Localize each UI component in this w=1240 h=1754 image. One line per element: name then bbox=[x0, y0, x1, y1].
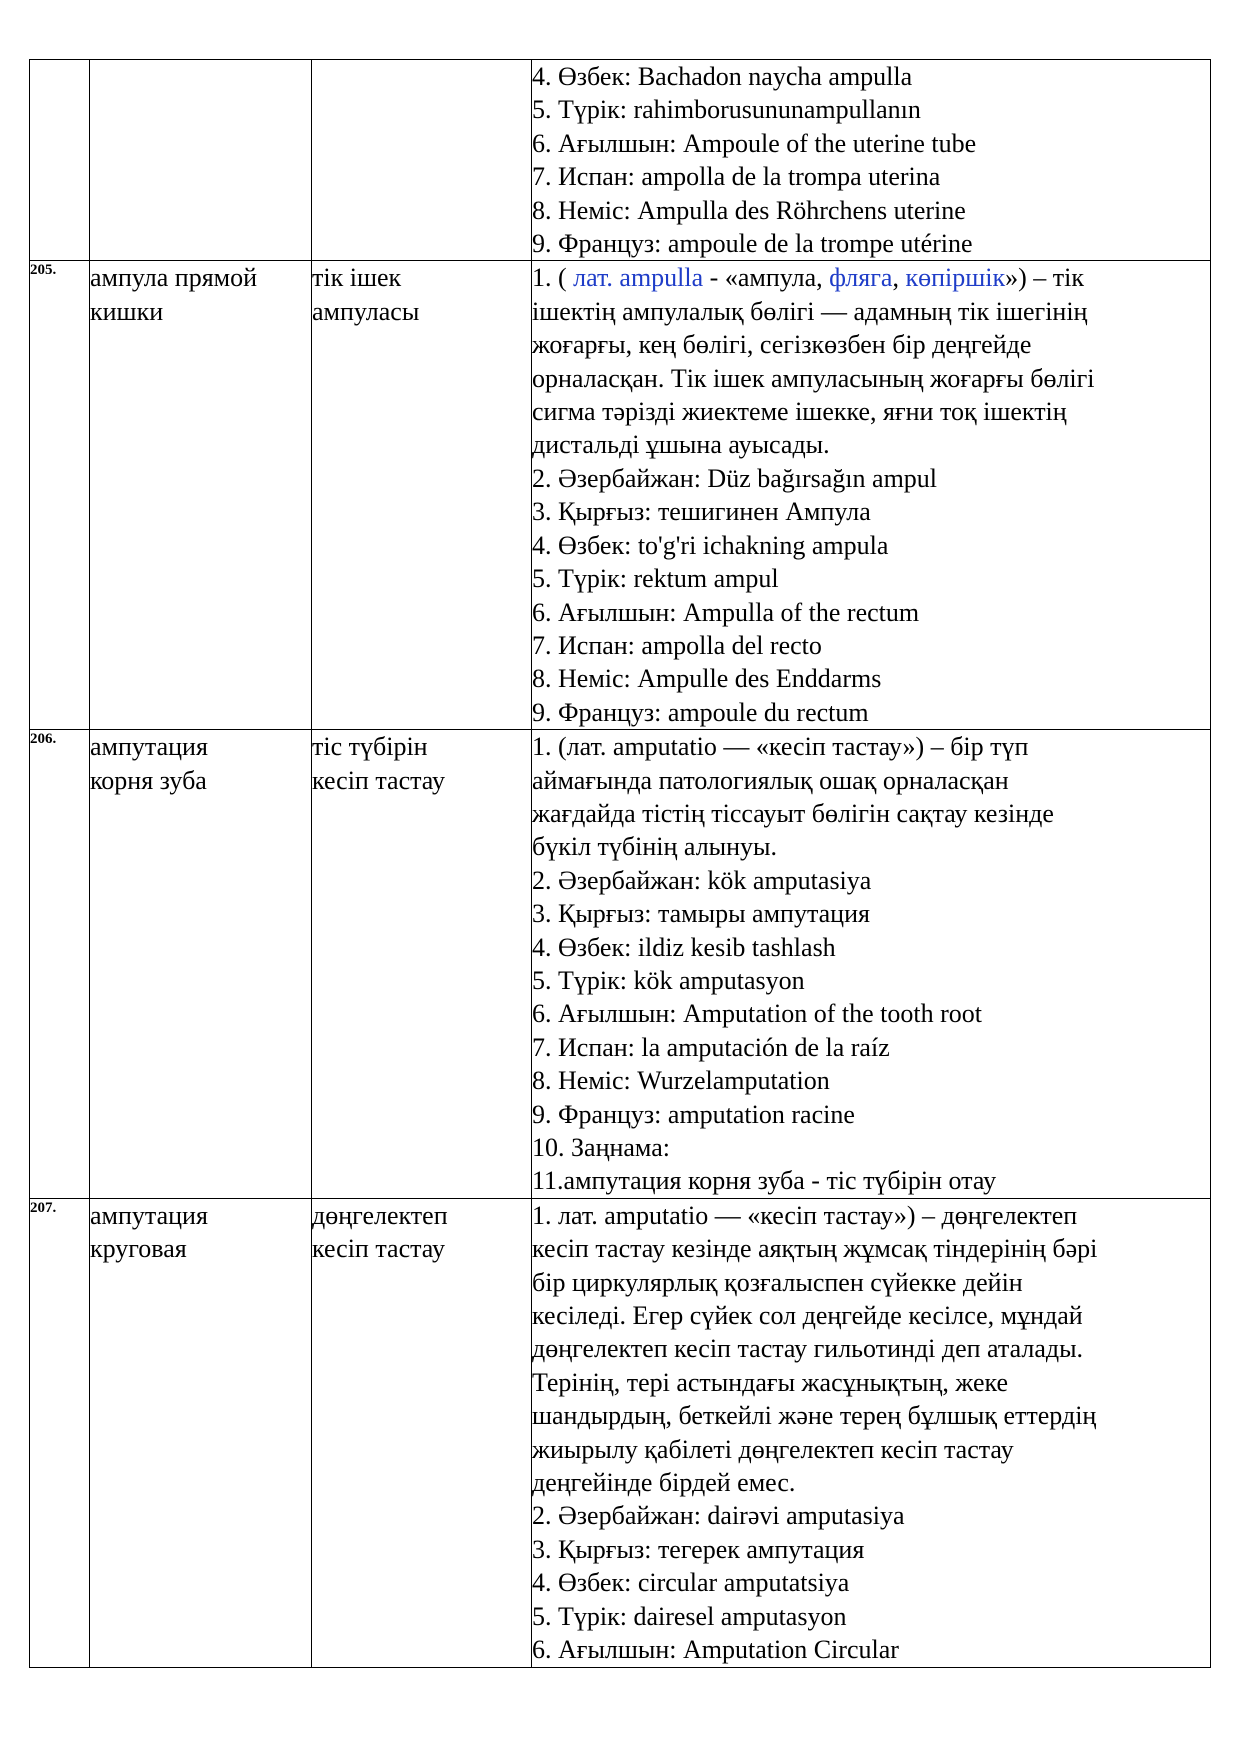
kazakh-term bbox=[312, 1198, 532, 1667]
definition-line: 7. Испан: ampolla de la trompa uterina bbox=[532, 162, 941, 192]
entry-number: 207. bbox=[30, 1198, 90, 1667]
definition bbox=[532, 261, 1211, 730]
definition-line: 6. Ағылшын: Amputation Circular bbox=[532, 1635, 899, 1665]
dictionary-table bbox=[29, 59, 1211, 1668]
definition-line: 4. Өзбек: circular amputatsiya bbox=[532, 1568, 850, 1598]
definition-text: ») – тік bbox=[1005, 263, 1084, 293]
definition-line: жағдайда тістің тіссауыт бөлігін сақтау кезінде bbox=[532, 798, 1054, 828]
entry-row bbox=[30, 730, 1211, 1199]
definition-line: жиырылу қабілеті дөңгелектеп кесіп тастау bbox=[532, 1434, 1014, 1464]
definition-line: 8. Неміс: Ampulle des Enddarms bbox=[532, 664, 882, 694]
entry-row bbox=[30, 261, 1211, 730]
definition-line bbox=[532, 261, 1210, 294]
definition-line: бір циркулярлық қозғалыспен сүйекке дейін bbox=[532, 1267, 1023, 1297]
russian-term bbox=[90, 1198, 312, 1667]
definition-line: 6. Ағылшын: Ampulla of the rectum bbox=[532, 597, 920, 627]
definition bbox=[532, 1198, 1211, 1667]
entry-row bbox=[30, 1198, 1211, 1667]
definition bbox=[532, 60, 1211, 261]
term-line: тік ішек bbox=[312, 263, 402, 293]
definition-line: 3. Қырғыз: тегерек ампутация bbox=[532, 1534, 865, 1564]
definition-line: 1. лат. amputatio — «кесіп тастау») – дөңгелектеп bbox=[532, 1200, 1078, 1230]
term-line: ампутация bbox=[90, 732, 208, 762]
entry-number bbox=[30, 60, 90, 261]
definition-line: 5. Түрік: rektum ampul bbox=[532, 564, 779, 594]
definition-line: шандырдың, беткейлі және терең бұлшық еттердің bbox=[532, 1401, 1097, 1431]
definition-line: кесіледі. Егер сүйек сол деңгейде кесілсе, мұндай bbox=[532, 1301, 1083, 1331]
entry-row bbox=[30, 60, 1211, 261]
definition-line: 4. Өзбек: Bachadon naycha ampulla bbox=[532, 62, 913, 91]
definition-text: - «ампула, bbox=[703, 263, 830, 293]
term-line: корня зуба bbox=[90, 765, 207, 795]
term-line: тіс түбірін bbox=[312, 732, 428, 762]
russian-term bbox=[90, 261, 312, 730]
definition-line: 2. Әзербайжан: dairəvi amputasiya bbox=[532, 1501, 905, 1531]
definition-line: 8. Неміс: Wurzelamputation bbox=[532, 1066, 830, 1096]
definition-line: 7. Испан: ampolla del recto bbox=[532, 630, 822, 660]
definition-line: 9. Француз: amputation racine bbox=[532, 1099, 855, 1129]
term-line: ампутация bbox=[90, 1200, 208, 1230]
definition-line: 4. Өзбек: to'g'ri ichakning ampula bbox=[532, 530, 889, 560]
entry-number: 206. bbox=[30, 730, 90, 1199]
definition-line: 5. Түрік: kök amputasyon bbox=[532, 965, 805, 995]
definition-line: дистальді ұшына ауысады. bbox=[532, 430, 830, 460]
definition-line: 9. Француз: ampoule de la trompe utérine bbox=[532, 229, 973, 259]
definition-line: 6. Ағылшын: Ampoule of the uterine tube bbox=[532, 128, 977, 158]
russian-term bbox=[90, 60, 312, 261]
definition-line: 8. Неміс: Ampulla des Röhrchens uterine bbox=[532, 195, 966, 225]
definition-line: жоғарғы, кең бөлігі, сегізкөзбен бір деңгейде bbox=[532, 330, 1032, 360]
definition-line: 10. Заңнама: bbox=[532, 1133, 670, 1162]
term-line: кесіп тастау bbox=[312, 765, 446, 795]
definition-text: , bbox=[892, 263, 906, 293]
definition-line: аймағында патологиялық ошақ орналасқан bbox=[532, 765, 1009, 795]
definition-line: дөңгелектеп кесіп тастау гильотинді деп аталады. bbox=[532, 1334, 1084, 1364]
definition bbox=[532, 730, 1211, 1199]
definition-line: ішектің ампулалық бөлігі — адамның тік ішегінің bbox=[532, 296, 1088, 326]
definition-line: 6. Ағылшын: Amputation of the tooth root bbox=[532, 999, 982, 1029]
entry-number: 205. bbox=[30, 261, 90, 730]
definition-line: 4. Өзбек: ildiz kesib tashlash bbox=[532, 932, 836, 962]
definition-line: деңгейінде бірдей емес. bbox=[532, 1468, 796, 1498]
definition-line: 3. Қырғыз: тамыры ампутация bbox=[532, 899, 870, 929]
term-line: ампуласы bbox=[312, 296, 420, 326]
term-link[interactable]: фляга bbox=[829, 263, 893, 293]
term-line: кесіп тастау bbox=[312, 1234, 446, 1264]
term-link[interactable]: лат. ampulla bbox=[573, 263, 704, 293]
russian-term bbox=[90, 730, 312, 1199]
definition-line: 3. Қырғыз: тешигинен Ампула bbox=[532, 497, 871, 527]
definition-line: Терінің, тері астындағы жасұнықтың, жеке bbox=[532, 1367, 1009, 1397]
definition-line: сигма тәрізді жиектеме ішекке, яғни тоқ ішектің bbox=[532, 397, 1067, 427]
kazakh-term bbox=[312, 261, 532, 730]
definition-line: 2. Әзербайжан: kök amputasiya bbox=[532, 865, 872, 895]
definition-line: 2. Әзербайжан: Düz bağırsağın ampul bbox=[532, 463, 938, 493]
term-line: кишки bbox=[90, 296, 164, 326]
definition-line: бүкіл түбінің алынуы. bbox=[532, 832, 778, 862]
term-line: ампула прямой bbox=[90, 263, 258, 293]
term-link[interactable]: көпіршік bbox=[905, 263, 1006, 293]
definition-line: 11.ампутация корня зуба - тіс түбірін отау bbox=[532, 1166, 997, 1196]
kazakh-term bbox=[312, 60, 532, 261]
definition-line: кесіп тастау кезінде аяқтың жұмсақ тіндерінің бәрі bbox=[532, 1234, 1098, 1264]
definition-line: 5. Түрік: rahimborusununampullanın bbox=[532, 95, 921, 125]
term-line: круговая bbox=[90, 1234, 187, 1264]
definition-line: 7. Испан: la amputación de la raíz bbox=[532, 1032, 890, 1062]
definition-line: 9. Француз: ampoule du rectum bbox=[532, 697, 869, 727]
definition-line: орналасқан. Тік ішек ампуласының жоғарғы бөлігі bbox=[532, 363, 1095, 393]
definition-line: 5. Түрік: dairesel amputasyon bbox=[532, 1601, 847, 1631]
definition-line: 1. (лат. amputatio — «кесіп тастау») – бір түп bbox=[532, 732, 1029, 762]
kazakh-term bbox=[312, 730, 532, 1199]
definition-text: 1. ( bbox=[532, 263, 574, 293]
term-line: дөңгелектеп bbox=[312, 1200, 448, 1230]
